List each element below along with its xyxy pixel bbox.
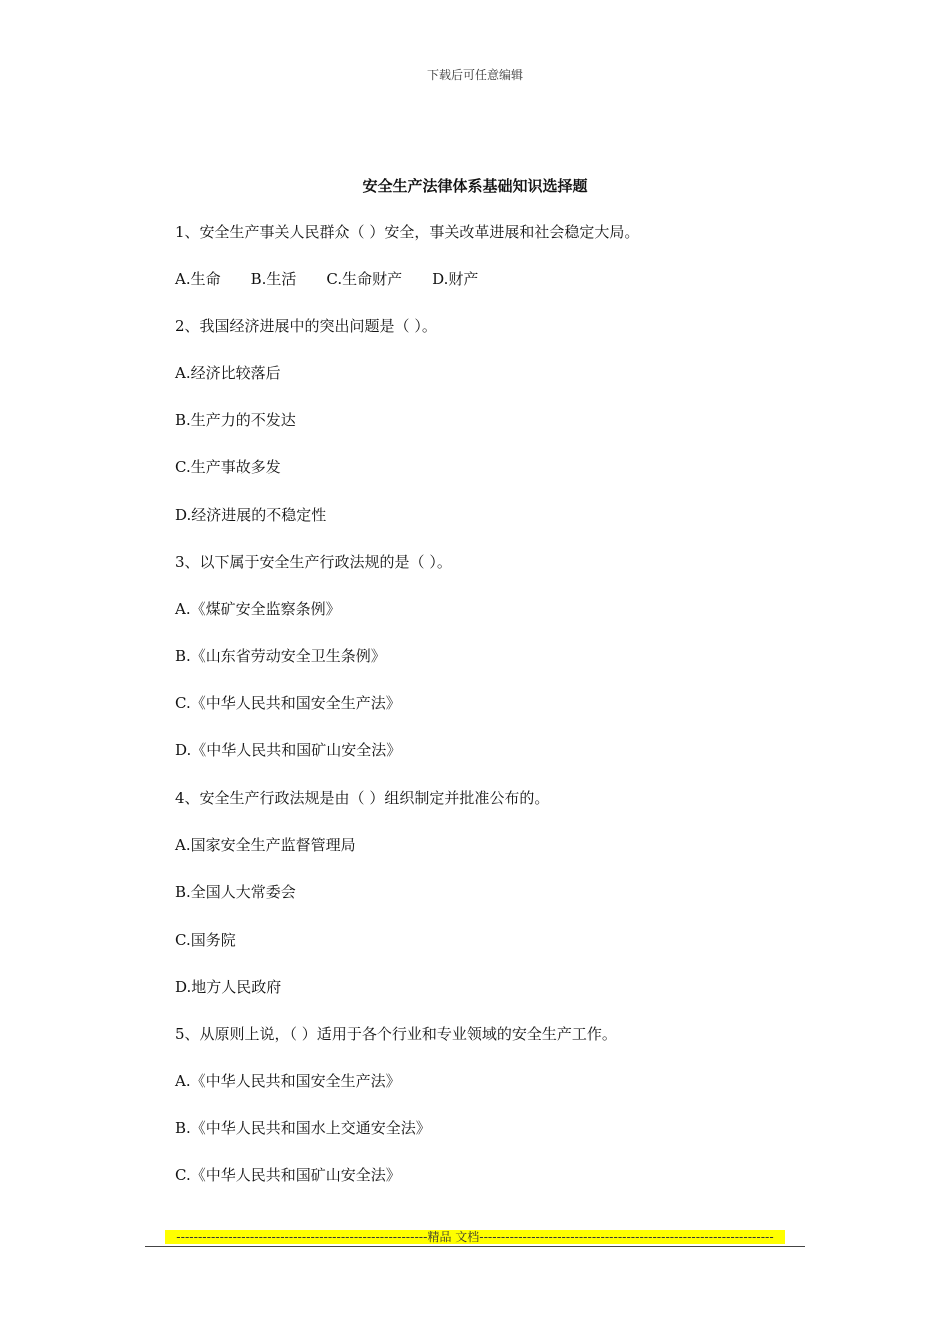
question-5: 5、从原则上说，（ ）适用于各个行业和专业领域的安全生产工作。 <box>175 1025 617 1043</box>
question-3-option-d: D.《中华人民共和国矿山安全法》 <box>175 741 402 759</box>
question-2-option-c: C.生产事故多发 <box>175 458 281 476</box>
question-4: 4、安全生产行政法规是由（ ）组织制定并批准公布的。 <box>175 789 550 807</box>
question-3: 3、以下属于安全生产行政法规的是（ ）。 <box>175 553 452 571</box>
question-1-option-c: C.生命财产 <box>326 270 403 288</box>
question-1-options <box>175 269 508 289</box>
question-2-option-b: B.生产力的不发达 <box>175 411 296 429</box>
question-1-option-b: B.生活 <box>250 270 297 288</box>
question-4-option-c: C.国务院 <box>175 931 236 949</box>
question-1-option-d: D.财产 <box>432 270 479 288</box>
document-title: 安全生产法律体系基础知识选择题 <box>362 177 588 195</box>
question-4-option-a: A.国家安全生产监督管理局 <box>175 836 356 854</box>
question-2-option-d: D.经济进展的不稳定性 <box>175 506 327 524</box>
question-4-option-b: B.全国人大常委会 <box>175 883 296 901</box>
question-3-option-c: C.《中华人民共和国安全生产法》 <box>175 694 401 712</box>
page-header-note: 下载后可任意编辑 <box>426 68 523 82</box>
question-3-option-b: B.《山东省劳动安全卫生条例》 <box>175 647 386 665</box>
question-3-option-a: A.《煤矿安全监察条例》 <box>175 600 341 618</box>
question-1: 1、安全生产事关人民群众（ ）安全，事关改革进展和社会稳定大局。 <box>175 223 640 241</box>
question-5-option-b: B.《中华人民共和国水上交通安全法》 <box>175 1119 431 1137</box>
question-1-option-a: A.生命 <box>175 270 221 288</box>
question-5-option-c: C.《中华人民共和国矿山安全法》 <box>175 1166 401 1184</box>
footer-highlight-bar: ----------------------------------------------------------精品 文档-------------------------------------------------------------------- <box>165 1230 785 1244</box>
question-5-option-a: A.《中华人民共和国安全生产法》 <box>175 1072 401 1090</box>
question-2-option-a: A.经济比较落后 <box>175 364 281 382</box>
question-4-option-d: D.地方人民政府 <box>175 978 282 996</box>
question-2: 2、我国经济进展中的突出问题是（ ）。 <box>175 317 437 335</box>
footer-rule <box>145 1246 805 1247</box>
